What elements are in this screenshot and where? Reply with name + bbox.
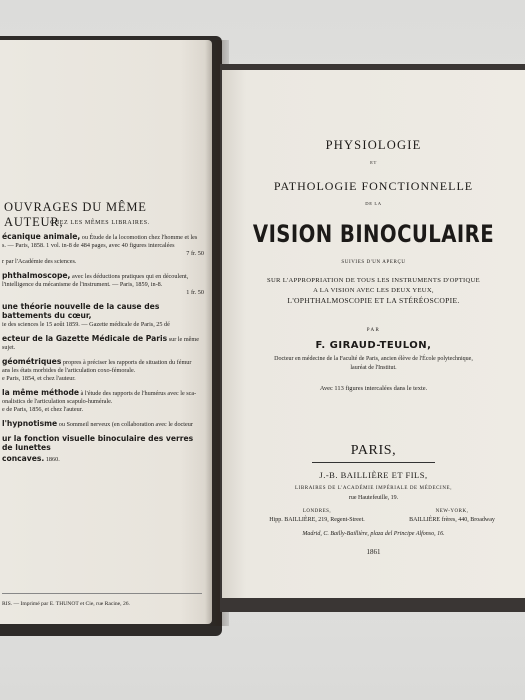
list-item: concaves. 1860. [2, 454, 60, 463]
left-page [0, 40, 212, 624]
newyork-imprint: NEW-YORK, BAILLIÈRE frères, 440, Broadway [409, 509, 495, 523]
list-item: écanique animale, ou Étude de la locomotion chez l'homme et les s. — Paris, 1858. 1 vol. in-8 de 484 pages, avec 40 figures intercalées 7 fr. 50 r par l'Académie des sciences. [2, 232, 204, 265]
footer-rule [2, 593, 202, 594]
list-item: l'hypnotisme ou Sommeil nerveux (en collaboration avec le docteur [2, 419, 193, 428]
list-item: ur la fonction visuelle binoculaire des verres de lunettes [2, 434, 194, 452]
imprint-rule [312, 462, 435, 463]
title-preposition: DE LA [365, 201, 382, 206]
title-line-2: PATHOLOGIE FONCTIONNELLE DE LA [273, 179, 474, 206]
list-item: géométriques propres à préciser les rapports de situation du fémur ans les états morbides de l'articulation coxo-fémorale. e Paris, 1854, et chez l'auteur. [2, 357, 192, 382]
publication-year: 1861 [366, 548, 381, 556]
list-item: ecteur de la Gazette Médicale de Paris sur le même sujet. [2, 334, 199, 351]
list-item: la même méthode à l'étude des rapports de l'humérus avec le sca- onalistics de l'articulation scapulo-humérale. e de Paris, 1856, et chez l'auteur. [2, 388, 197, 413]
title-conjunction: ET [370, 160, 377, 165]
par-label: PAR [366, 328, 381, 333]
works-list [2, 233, 204, 470]
title-page [222, 70, 525, 598]
author-description: Docteur en médecine de la Faculté de Paris, ancien élève de l'École polytechnique, lauréat de l'Institut. [274, 356, 473, 371]
title-line-1: PHYSIOLOGIE ET [325, 138, 422, 165]
madrid-imprint: Madrid, C. Bailly-Baillière, plaza del Principe Alfonso, 16. [302, 531, 445, 537]
main-title: VISION BINOCULAIRE [252, 220, 495, 248]
publisher-description: LIBRAIRES DE L'ACADÉMIE IMPÉRIALE DE MÉDECINE, [294, 486, 453, 491]
publisher-address: rue Hautefeuille, 19. [348, 495, 399, 501]
figures-note: Avec 113 figures intercalées dans le texte. [319, 385, 428, 392]
imprint-city: PARIS, [350, 443, 397, 458]
publisher-name: J.-B. BAILLIÈRE ET FILS, [319, 470, 428, 480]
printer-footer: RIS. — Imprimé par E. THUNOT et Cie, rue Racine, 26. [2, 601, 130, 607]
left-page-text [0, 40, 212, 624]
author-name: F. GIRAUD-TEULON, [315, 340, 432, 351]
title-page-text [222, 70, 525, 598]
left-page-subheading: CHEZ LES MÊMES LIBRAIRES. [50, 220, 150, 226]
subtitle-intro: SUIVIES D'UN APERÇU [341, 260, 406, 265]
london-imprint: LONDRES, Hipp. BAILLIÈRE, 219, Regent-Street. [269, 509, 365, 523]
subtitle: SUR L'APPROPRIATION DE TOUS LES INSTRUMENTS D'OPTIQUE A LA VISION AVEC LES DEUX YEUX, L'OPHTHALMOSCOPIE ET LA STÉRÉOSCOPIE. [267, 277, 480, 305]
list-item: phthalmoscope, avec les déductions pratiques qui en découlent, l'intelligence du mécanisme de l'instrument. — Paris, 1859, in-8. 1 fr. 50 [2, 271, 204, 296]
list-item: une théorie nouvelle de la cause des battements du cœur, ie des sciences le 15 août 1859. — Gazette médicale de Paris, 25 dé [2, 302, 170, 328]
left-page-heading: OUVRAGES DU MÊME AUTEUR, [4, 200, 147, 229]
